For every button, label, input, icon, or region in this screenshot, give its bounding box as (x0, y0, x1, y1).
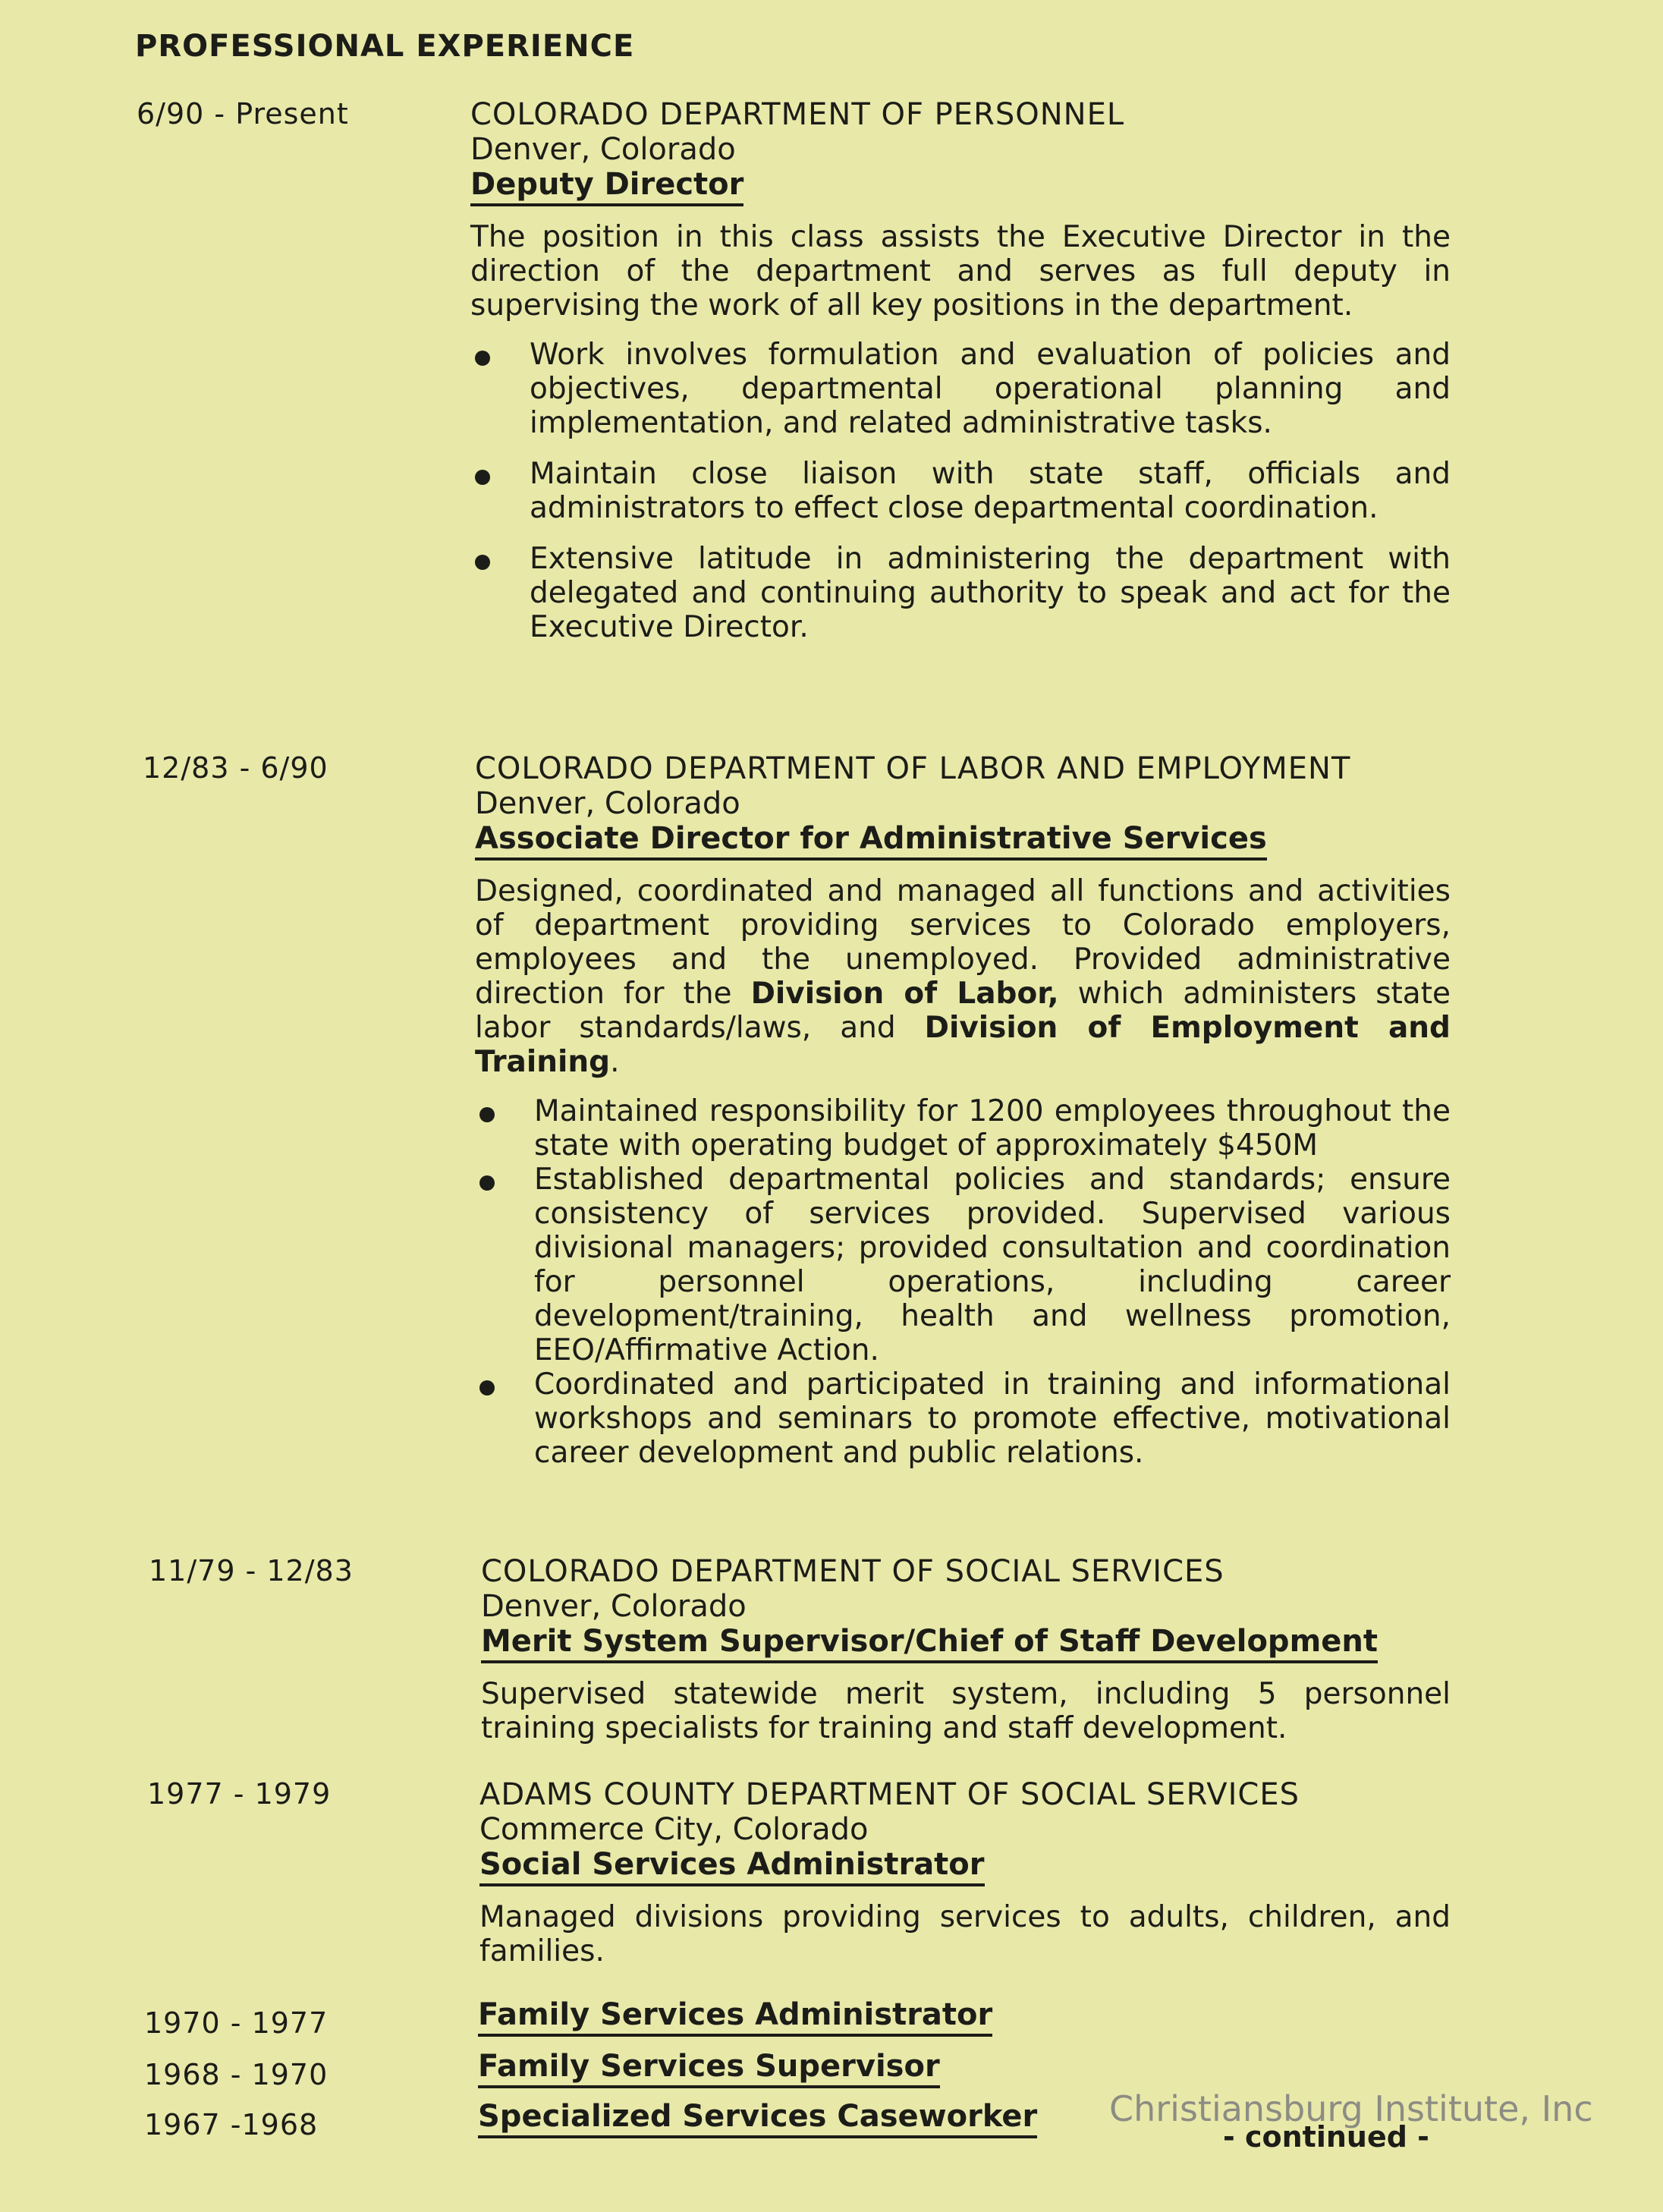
bullet-item: Maintain close liaison with state staff, officials and administrators to effect close departmental coordination. (470, 457, 1451, 525)
bullet-dot-icon (479, 1175, 495, 1191)
entry-description: Designed, coordinated and managed all functions and activities of department providing services to Colorado employers, employees and the unemployed. Provided administrative direction for the Division of Labor, which administers state labor standards/laws, and Division of Employment and Training. (475, 874, 1451, 1079)
entry-date: 12/83 - 6/90 (143, 751, 329, 785)
watermark: Christiansburg Institute, Inc (1109, 2088, 1593, 2129)
entry-bullets (475, 1094, 1451, 1470)
bullet-dot-icon (479, 1107, 495, 1122)
entry-bullets (470, 338, 1451, 644)
entry-date: 1967 -1968 (144, 2108, 319, 2141)
entry-description: Supervised statewide merit system, including 5 personnel training specialists for training and staff development. (481, 1677, 1451, 1745)
entry-location: Denver, Colorado (470, 132, 736, 167)
entry-location: Denver, Colorado (481, 1589, 747, 1624)
bullet-dot-icon (475, 351, 490, 366)
entry-organization: COLORADO DEPARTMENT OF SOCIAL SERVICES (481, 1554, 1224, 1589)
bullet-item: Maintained responsibility for 1200 employees throughout the state with operating budget of approximately $450M (475, 1094, 1451, 1163)
bullet-dot-icon (475, 470, 490, 485)
entry-organization: COLORADO DEPARTMENT OF PERSONNEL (470, 97, 1125, 132)
section-heading: PROFESSIONAL EXPERIENCE (135, 29, 635, 64)
bullet-item: Coordinated and participated in training and informational workshops and seminars to promote effective, motivational career development and public relations. (475, 1367, 1451, 1470)
entry-date: 1970 - 1977 (144, 2006, 329, 2040)
entry-organization: ADAMS COUNTY DEPARTMENT OF SOCIAL SERVICES (479, 1777, 1300, 1812)
entry-title: Specialized Services Caseworker (478, 2099, 1037, 2138)
entry-date: 11/79 - 12/83 (149, 1554, 354, 1587)
entry-title: Social Services Administrator (479, 1847, 985, 1886)
entry-date: 1977 - 1979 (147, 1777, 332, 1811)
entry-organization: COLORADO DEPARTMENT OF LABOR AND EMPLOYMENT (475, 751, 1351, 786)
entry-date: 1968 - 1970 (144, 2058, 329, 2091)
entry-location: Commerce City, Colorado (479, 1812, 869, 1847)
entry-description: The position in this class assists the Executive Director in the direction of the department and serves as full deputy in supervising the work of all key positions in the department. (470, 220, 1451, 323)
entry-title: Family Services Administrator (478, 1997, 992, 2037)
bullet-item: Established departmental policies and standards; ensure consistency of services provided. Supervised various divisional managers; provided consultation and coordination for personnel operations, including career development/training, health and wellness promotion, EEO/Affirmative Action. (475, 1163, 1451, 1367)
bullet-dot-icon (475, 555, 490, 570)
entry-title: Deputy Director (470, 167, 743, 206)
entry-title: Associate Director for Administrative Services (475, 821, 1267, 861)
bullet-item: Extensive latitude in administering the department with delegated and continuing authority to speak and act for the Executive Director. (470, 542, 1451, 644)
bullet-item: Work involves formulation and evaluation of policies and objectives, departmental operational planning and implementation, and related administrative tasks. (470, 338, 1451, 440)
continued-note: - continued - (1223, 2120, 1429, 2154)
bullet-dot-icon (479, 1380, 495, 1395)
entry-title: Merit System Supervisor/Chief of Staff Development (481, 1624, 1378, 1663)
entry-description: Managed divisions providing services to adults, children, and families. (479, 1900, 1451, 1968)
entry-date: 6/90 - Present (137, 97, 349, 131)
entry-title: Family Services Supervisor (478, 2049, 940, 2088)
entry-location: Denver, Colorado (475, 786, 740, 821)
